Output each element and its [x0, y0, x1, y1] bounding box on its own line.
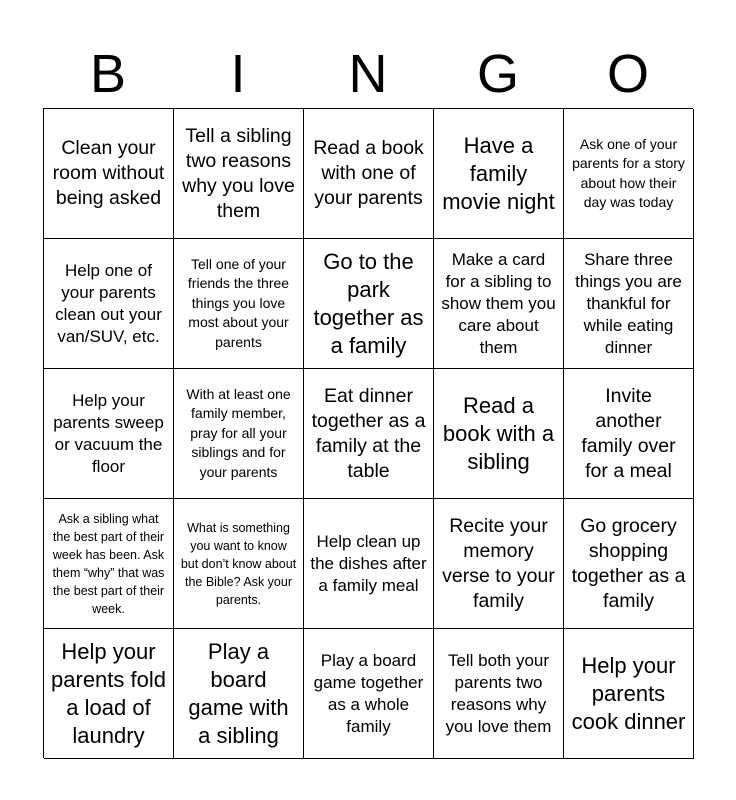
- bingo-cell-text: Go to the park together as a family: [313, 248, 424, 358]
- header-letter-n: N: [348, 44, 388, 104]
- bingo-cell-text: Ask a sibling what the best part of their week has been. Ask them “why” that was the best part of their week.: [52, 511, 165, 616]
- bingo-cell-text: Read a book with a sibling: [442, 392, 555, 474]
- bingo-cell-text: Help your parents sweep or vacuum the floor: [53, 390, 164, 476]
- bingo-cell-text: Ask one of your parents for a story about how their day was today: [572, 135, 685, 210]
- bingo-cell: [44, 369, 174, 499]
- bingo-cell: [174, 499, 304, 629]
- bingo-cell: [564, 109, 694, 239]
- bingo-cell-text: Share three things you are thankful for while eating dinner: [575, 249, 682, 357]
- header-letter-b: B: [89, 44, 127, 104]
- bingo-cell-text: Play a board game together as a whole family: [313, 650, 424, 736]
- bingo-cell: [564, 239, 694, 369]
- bingo-cell: [434, 499, 564, 629]
- bingo-cell: [304, 499, 434, 629]
- bingo-cell-text: Invite another family over for a meal: [581, 384, 676, 482]
- bingo-cell: [44, 629, 174, 759]
- bingo-cell-text: Read a book with one of your parents: [313, 137, 424, 209]
- header-letter-g: G: [476, 44, 519, 104]
- bingo-cell: [434, 239, 564, 369]
- bingo-cell: [174, 109, 304, 239]
- bingo-cell: [174, 239, 304, 369]
- bingo-cell-text: Eat dinner together as a family at the table: [311, 384, 426, 482]
- bingo-cell-text: Help clean up the dishes after a family meal: [310, 531, 427, 595]
- bingo-cell: [304, 369, 434, 499]
- bingo-cell-text: Tell one of your friends the three things you love most about your parents: [187, 255, 290, 350]
- bingo-cell: [44, 239, 174, 369]
- bingo-cell-text: With at least one family member, pray for all your siblings and for your parents: [186, 385, 291, 480]
- bingo-cell: [304, 239, 434, 369]
- bingo-cell-text: Play a board game with a sibling: [188, 638, 289, 748]
- bingo-cell-text: Have a family movie night: [442, 132, 555, 214]
- bingo-cell-text: Help one of your parents clean out your van/SUV, etc.: [55, 260, 162, 346]
- bingo-cell-text: Help your parents fold a load of laundry: [51, 638, 166, 748]
- bingo-cell-text: Recite your memory verse to your family: [442, 514, 555, 612]
- bingo-cell: [174, 369, 304, 499]
- bingo-cell-text: Tell a sibling two reasons why you love them: [182, 124, 295, 222]
- bingo-cell: [564, 629, 694, 759]
- header-letter-o: O: [606, 44, 649, 104]
- bingo-cell: [564, 499, 694, 629]
- bingo-grid: [43, 108, 693, 758]
- bingo-cell-text: Help your parents cook dinner: [571, 652, 686, 734]
- bingo-cell: [304, 629, 434, 759]
- bingo-cell: [304, 109, 434, 239]
- bingo-cell: [174, 629, 304, 759]
- bingo-cell: [434, 629, 564, 759]
- bingo-cell-text: What is something you want to know but don’t know about the Bible? Ask your parents.: [180, 520, 297, 607]
- bingo-cell: [434, 369, 564, 499]
- bingo-cell-text: Make a card for a sibling to show them you care about them: [441, 249, 556, 357]
- bingo-cell-text: Clean your room without being asked: [52, 137, 165, 209]
- bingo-header: [43, 42, 693, 106]
- header-letter-i: I: [230, 44, 246, 104]
- bingo-cell-text: Go grocery shopping together as a family: [571, 514, 686, 612]
- bingo-cell: [44, 499, 174, 629]
- bingo-cell: [434, 109, 564, 239]
- bingo-cell-text: Tell both your parents two reasons why you love them: [445, 650, 552, 736]
- bingo-cell: [44, 109, 174, 239]
- bingo-cell: [564, 369, 694, 499]
